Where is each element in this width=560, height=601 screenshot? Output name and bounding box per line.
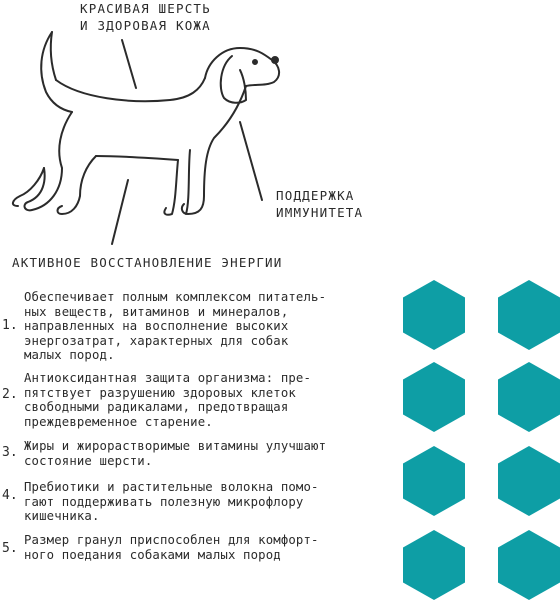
benefit-number: 5.	[2, 541, 18, 556]
hexagon-icon	[403, 362, 465, 432]
benefit-text: Жиры и жирорастворимые витамины улучшают состояние шерсти.	[24, 439, 327, 468]
benefit-text: Размер гранул приспособлен для комфорт- ного поедания собаками малых пород	[24, 533, 319, 562]
benefit-text: Обеспечивает полным комплексом питатель- ных веществ, витаминов и минералов, направленных на восполнение высоких энергозатрат, характерных для собак малых пород.	[24, 290, 327, 362]
hexagon-icon	[498, 530, 560, 600]
hexagon-icon	[403, 530, 465, 600]
benefit-text: Пребиотики и растительные волокна помо- гают поддерживать полезную микрофлору кишечника.	[24, 480, 319, 523]
benefit-number: 3.	[2, 445, 18, 460]
dog-outline-icon	[0, 0, 300, 250]
callout-immunity: ПОДДЕРЖКА ИММУНИТЕТА	[276, 188, 364, 220]
callout-coat-and-skin: КРАСИВАЯ ШЕРСТЬ И ЗДОРОВАЯ КОЖА	[80, 1, 211, 33]
benefit-text: Антиоксидантная защита организма: пре- пятствует разрушению здоровых клеток свободными радикалами, предотвращая преждевременное старение.	[24, 371, 312, 429]
benefit-number: 2.	[2, 387, 18, 402]
hexagon-icon	[498, 446, 560, 516]
hexagon-icon	[498, 280, 560, 350]
hexagon-icon	[498, 362, 560, 432]
benefit-number: 4.	[2, 488, 18, 503]
benefit-number: 1.	[2, 318, 18, 333]
hexagon-icon	[403, 280, 465, 350]
callout-energy-recovery: АКТИВНОЕ ВОССТАНОВЛЕНИЕ ЭНЕРГИИ	[12, 255, 283, 270]
hexagon-icon	[403, 446, 465, 516]
